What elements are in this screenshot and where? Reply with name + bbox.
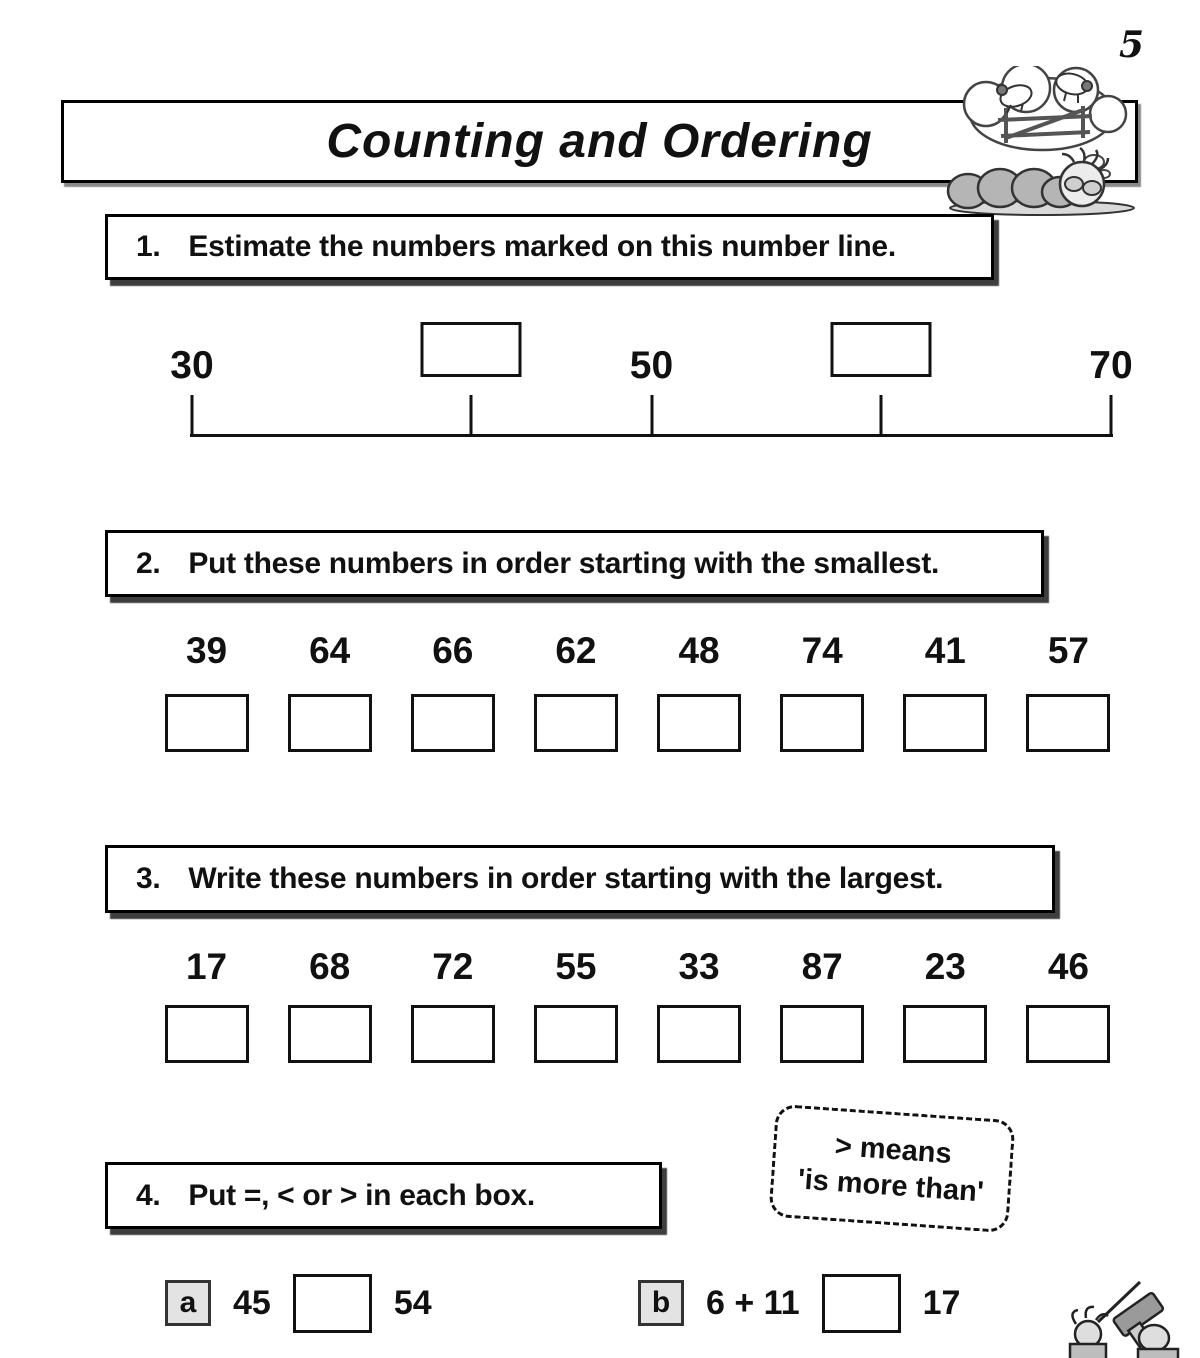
numberline-answer-box-1[interactable]: [421, 322, 522, 377]
more-than-hint-bubble: [768, 1104, 1015, 1233]
part-a-left-value: 45: [233, 1283, 271, 1322]
source-number: 33: [678, 946, 720, 987]
answer-box[interactable]: [534, 1005, 618, 1063]
answer-box[interactable]: [1026, 694, 1110, 752]
part-a-right-value: 54: [393, 1283, 432, 1322]
source-number: 23: [924, 946, 966, 987]
q4-part-b: [638, 1272, 960, 1334]
q4-part-a: [165, 1272, 432, 1334]
answer-box[interactable]: [780, 694, 864, 752]
q3-answer-row: [145, 1005, 1130, 1063]
source-number: 48: [678, 630, 720, 671]
page-title: Counting and Ordering: [326, 115, 873, 168]
source-number: 41: [924, 630, 966, 671]
number-line: [170, 320, 1133, 437]
q3-prompt: Write these numbers in order starting with the largest.: [188, 862, 944, 895]
numberline-tick: [191, 395, 194, 437]
source-number: 66: [432, 630, 474, 671]
numberline-mid-label: 50: [629, 344, 674, 387]
q1-number: 1.: [136, 230, 161, 263]
answer-box[interactable]: [903, 694, 987, 752]
numberline-end-label: 70: [1089, 344, 1133, 387]
numberline-tick: [1110, 395, 1113, 437]
source-number: 46: [1047, 946, 1090, 987]
source-number: 68: [309, 946, 351, 987]
source-number: 57: [1047, 630, 1090, 671]
answer-box[interactable]: [657, 1005, 741, 1063]
answer-box[interactable]: [534, 694, 618, 752]
source-number: 17: [185, 946, 228, 987]
answer-box[interactable]: [165, 1005, 249, 1063]
q2-prompt: Put these numbers in order starting with the smallest.: [188, 546, 940, 580]
q4-number: 4.: [136, 1178, 161, 1212]
q1-prompt: Estimate the numbers marked on this number line.: [188, 230, 896, 263]
q2-answer-row: [145, 694, 1130, 752]
answer-box[interactable]: [288, 1005, 372, 1063]
numberline-tick: [880, 395, 883, 437]
numberline-start-label: 30: [170, 344, 214, 387]
q4-prompt: Put =, < or > in each box.: [188, 1178, 535, 1212]
q2-prompt-box: [105, 530, 1044, 597]
q2-numbers-row: [145, 632, 1130, 669]
part-b-right-value: 17: [922, 1283, 961, 1322]
page-number: 5: [1118, 24, 1144, 66]
counting-sheep-illustration: [942, 66, 1160, 216]
answer-box[interactable]: [1026, 1005, 1110, 1063]
part-b-left-value: 6 + 11: [706, 1283, 800, 1322]
hint-line-1: > means: [833, 1130, 953, 1171]
source-number: 72: [432, 946, 474, 987]
answer-box[interactable]: [780, 1005, 864, 1063]
hint-line-2: 'is more than': [796, 1163, 985, 1209]
source-number: 62: [555, 630, 597, 671]
numberline-tick: [470, 395, 473, 437]
source-number: 55: [555, 946, 597, 987]
q2-number: 2.: [136, 546, 161, 580]
answer-box[interactable]: [165, 694, 249, 752]
part-b-answer-box[interactable]: [822, 1274, 901, 1333]
q3-number: 3.: [136, 862, 161, 895]
source-number: 74: [801, 630, 843, 671]
part-a-badge: a: [165, 1280, 211, 1326]
q4-prompt-box: [105, 1162, 662, 1229]
numberline-answer-box-2[interactable]: [831, 322, 932, 377]
q1-prompt-box: [105, 214, 994, 280]
hammer-nail-illustration: [1042, 1276, 1200, 1358]
q3-numbers-row: [145, 948, 1130, 985]
answer-box[interactable]: [411, 1005, 495, 1063]
answer-box[interactable]: [411, 694, 495, 752]
source-number: 87: [801, 946, 843, 987]
numberline-tick: [650, 395, 653, 437]
answer-box[interactable]: [657, 694, 741, 752]
part-a-answer-box[interactable]: [293, 1274, 372, 1333]
source-number: 39: [185, 630, 228, 671]
answer-box[interactable]: [288, 694, 372, 752]
answer-box[interactable]: [903, 1005, 987, 1063]
q3-prompt-box: [105, 845, 1055, 913]
source-number: 64: [309, 630, 351, 671]
numberline-baseline: [190, 434, 1113, 437]
part-b-badge: b: [638, 1280, 684, 1326]
